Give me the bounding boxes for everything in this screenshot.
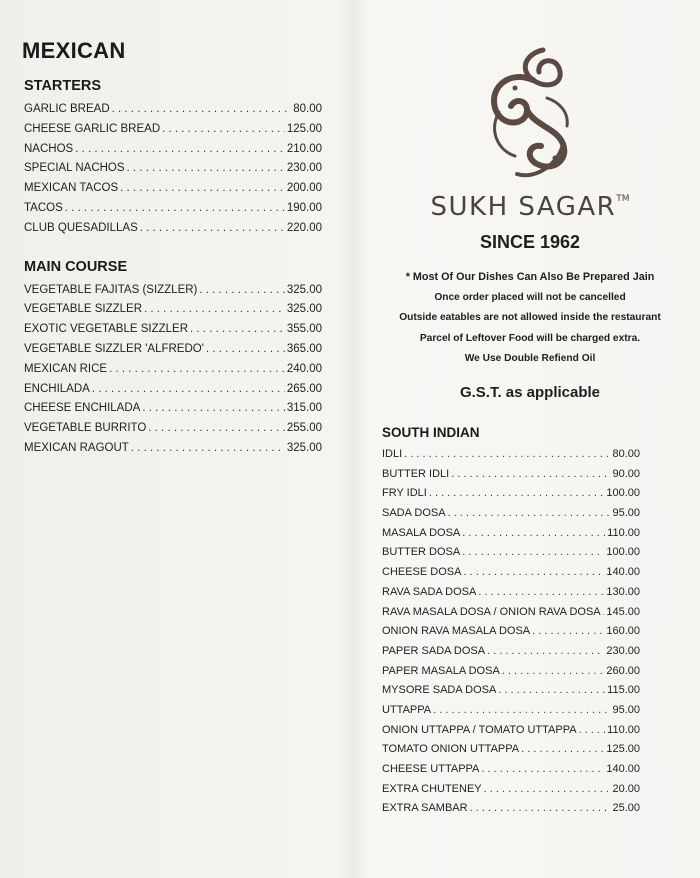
menu-item-price: 110.00 bbox=[607, 526, 640, 539]
menu-item-price: 160.00 bbox=[606, 625, 640, 638]
dot-leader bbox=[140, 219, 285, 239]
menu-item bbox=[380, 740, 640, 760]
dot-leader bbox=[521, 740, 604, 760]
menu-item bbox=[22, 360, 322, 380]
since-year: SINCE 1962 bbox=[479, 232, 581, 252]
menu-item-price: 230.00 bbox=[606, 644, 640, 657]
menu-item bbox=[22, 300, 322, 320]
menu-item-price: 190.00 bbox=[286, 201, 322, 214]
dot-leader bbox=[448, 504, 611, 524]
menu-item-price: 95.00 bbox=[612, 507, 640, 520]
menu-item-name: VEGETABLE SIZZLER 'ALFREDO' bbox=[24, 342, 204, 355]
menu-item bbox=[380, 701, 640, 721]
menu-item-name: MEXICAN TACOS bbox=[24, 182, 119, 195]
menu-item-name: ENCHILADA bbox=[24, 382, 90, 395]
trademark-mark: TM bbox=[616, 194, 630, 204]
note-parcel: Parcel of Leftover Food will be charged extra. bbox=[419, 332, 641, 344]
menu-item bbox=[380, 563, 640, 583]
menu-item bbox=[22, 419, 322, 439]
main-course-title: MAIN COURSE bbox=[24, 258, 128, 275]
menu-item-price: 115.00 bbox=[607, 684, 640, 697]
menu-item-price: 240.00 bbox=[286, 362, 322, 375]
dot-leader bbox=[478, 583, 604, 603]
menu-item bbox=[380, 445, 640, 465]
menu-item-name: VEGETABLE SIZZLER bbox=[24, 303, 143, 316]
menu-item-price: 125.00 bbox=[286, 122, 322, 135]
menu-item-name: PAPER MASALA DOSA bbox=[382, 664, 500, 677]
menu-item-price: 145.00 bbox=[606, 605, 640, 618]
menu-item-price: 110.00 bbox=[607, 723, 640, 736]
menu-item-name: GARLIC BREAD bbox=[24, 103, 110, 115]
menu-item-name: VEGETABLE FAJITAS (SIZZLER) bbox=[24, 283, 198, 296]
menu-item-name: MEXICAN RICE bbox=[24, 362, 108, 375]
menu-item-name: TOMATO ONION UTTAPPA bbox=[382, 743, 520, 756]
dot-leader bbox=[131, 439, 285, 459]
menu-item-name: MEXICAN RAGOUT bbox=[24, 441, 129, 454]
dot-leader bbox=[433, 701, 610, 721]
menu-item bbox=[22, 120, 322, 140]
menu-item-price: 140.00 bbox=[606, 763, 640, 775]
menu-item-name: BUTTER DOSA bbox=[382, 546, 461, 559]
menu-item-price: 125.00 bbox=[606, 743, 640, 756]
menu-item-name: BUTTER IDLI bbox=[382, 467, 450, 480]
menu-item bbox=[22, 199, 322, 219]
dot-leader bbox=[429, 484, 605, 504]
gst-note: G.S.T. as applicable bbox=[459, 383, 601, 401]
menu-item-name: PAPER SADA DOSA bbox=[382, 644, 486, 657]
menu-item-name: CHEESE GARLIC BREAD bbox=[24, 122, 161, 135]
menu-item-price: 365.00 bbox=[286, 342, 322, 355]
menu-item-name: CHEESE UTTAPPA bbox=[382, 763, 480, 775]
dot-leader bbox=[481, 760, 604, 780]
menu-item-price: 325.00 bbox=[286, 441, 322, 454]
note-oil: We Use Double Refiend Oil bbox=[464, 353, 596, 364]
menu-item bbox=[22, 159, 322, 179]
menu-item bbox=[380, 662, 640, 682]
menu-item-name: EXTRA CHUTENEY bbox=[382, 782, 482, 795]
menu-item-name: CLUB QUESADILLAS bbox=[24, 221, 138, 234]
dot-leader bbox=[404, 445, 610, 465]
menu-item-name: SADA DOSA bbox=[382, 507, 446, 520]
dot-leader bbox=[487, 642, 604, 662]
menu-item-price: 210.00 bbox=[286, 142, 322, 155]
menu-item bbox=[380, 721, 640, 741]
dot-leader bbox=[120, 179, 285, 199]
brand-name-text: SUKH SAGAR bbox=[430, 192, 617, 222]
brand-block bbox=[370, 40, 690, 401]
menu-item bbox=[22, 281, 322, 301]
menu-item bbox=[22, 100, 322, 120]
smoke-swirl-logo-icon bbox=[475, 40, 585, 190]
menu-item-price: 90.00 bbox=[612, 467, 640, 480]
dot-leader bbox=[142, 399, 285, 419]
menu-item bbox=[380, 760, 640, 780]
dot-leader bbox=[148, 419, 285, 439]
dot-leader bbox=[190, 320, 285, 340]
menu-item-price: 265.00 bbox=[286, 382, 322, 395]
dot-leader bbox=[603, 603, 605, 623]
menu-item-price: 325.00 bbox=[286, 283, 322, 296]
menu-item bbox=[380, 780, 640, 800]
menu-item bbox=[22, 219, 322, 239]
menu-item bbox=[380, 681, 640, 701]
menu-item bbox=[22, 140, 322, 160]
menu-item-price: 100.00 bbox=[606, 487, 640, 500]
dot-leader bbox=[199, 281, 284, 301]
menu-item-price: 80.00 bbox=[293, 103, 322, 115]
menu-item bbox=[22, 340, 322, 360]
menu-item-name: TACOS bbox=[24, 201, 63, 214]
mexican-column bbox=[22, 38, 322, 459]
south-indian-column bbox=[380, 425, 640, 819]
dot-leader bbox=[75, 140, 285, 160]
menu-item-price: 20.00 bbox=[612, 782, 640, 795]
menu-item-name: ONION UTTAPPA / TOMATO UTTAPPA bbox=[382, 723, 577, 736]
dot-leader bbox=[498, 681, 605, 701]
menu-item-price: 230.00 bbox=[286, 162, 322, 175]
dot-leader bbox=[462, 543, 604, 563]
note-jain: * Most Of Our Dishes Can Also Be Prepared Jain bbox=[405, 271, 655, 283]
dot-leader bbox=[484, 780, 611, 800]
note-cancel: Once order placed will not be cancelled bbox=[434, 291, 626, 303]
menu-item-name: EXTRA SAMBAR bbox=[382, 802, 468, 815]
menu-item-name: EXOTIC VEGETABLE SIZZLER bbox=[24, 323, 189, 336]
menu-item-price: 255.00 bbox=[286, 422, 322, 435]
menu-notes bbox=[370, 267, 690, 370]
menu-item-name: UTTAPPA bbox=[382, 703, 432, 716]
menu-item bbox=[380, 484, 640, 504]
menu-item-price: 100.00 bbox=[606, 546, 640, 559]
menu-item-price: 200.00 bbox=[286, 182, 322, 195]
menu-item-price: 25.00 bbox=[612, 802, 640, 815]
dot-leader bbox=[162, 120, 285, 140]
menu-item-price: 95.00 bbox=[612, 703, 640, 716]
south-indian-title: SOUTH INDIAN bbox=[382, 425, 480, 440]
starters-title: STARTERS bbox=[24, 78, 102, 94]
menu-item-price: 130.00 bbox=[606, 585, 640, 598]
note-outside-eatables: Outside eatables are not allowed inside the restaurant bbox=[399, 312, 661, 323]
menu-item bbox=[380, 642, 640, 662]
menu-item bbox=[22, 380, 322, 400]
menu-item-name: SPECIAL NACHOS bbox=[24, 162, 125, 175]
menu-item bbox=[22, 439, 322, 459]
dot-leader bbox=[92, 380, 285, 400]
menu-item bbox=[380, 543, 640, 563]
menu-item bbox=[380, 583, 640, 603]
south-indian-list bbox=[380, 445, 640, 819]
dot-leader bbox=[206, 340, 285, 360]
menu-item-price: 220.00 bbox=[286, 221, 322, 234]
dot-leader bbox=[470, 799, 611, 819]
menu-item bbox=[22, 320, 322, 340]
menu-item-price: 260.00 bbox=[606, 664, 640, 677]
menu-item-name: RAVA SADA DOSA bbox=[382, 585, 477, 598]
menu-item-price: 80.00 bbox=[612, 448, 640, 460]
menu-item-name: CHEESE ENCHILADA bbox=[24, 402, 141, 415]
menu-item-name: CHEESE DOSA bbox=[382, 566, 462, 579]
dot-leader bbox=[127, 159, 285, 179]
menu-item-name: NACHOS bbox=[24, 142, 74, 155]
menu-item-name: RAVA MASALA DOSA / ONION RAVA DOSA bbox=[382, 605, 601, 618]
menu-item bbox=[22, 399, 322, 419]
dot-leader bbox=[502, 662, 605, 682]
menu-item-name: ONION RAVA MASALA DOSA bbox=[382, 625, 531, 638]
dot-leader bbox=[112, 100, 292, 120]
dot-leader bbox=[532, 622, 604, 642]
menu-item-price: 140.00 bbox=[606, 566, 640, 579]
main-course-list bbox=[22, 281, 322, 459]
brand-name bbox=[370, 192, 690, 222]
menu-item-name: MYSORE SADA DOSA bbox=[382, 684, 497, 697]
menu-item bbox=[380, 622, 640, 642]
menu-item-price: 355.00 bbox=[286, 323, 322, 336]
menu-item-price: 315.00 bbox=[286, 402, 322, 415]
menu-item bbox=[380, 524, 640, 544]
menu-item bbox=[380, 799, 640, 819]
menu-item bbox=[380, 603, 640, 623]
menu-item-name: VEGETABLE BURRITO bbox=[24, 422, 147, 435]
cuisine-title: MEXICAN bbox=[22, 38, 126, 63]
dot-leader bbox=[462, 524, 605, 544]
dot-leader bbox=[144, 300, 285, 320]
dot-leader bbox=[65, 199, 285, 219]
dot-leader bbox=[451, 465, 610, 485]
menu-item-name: MASALA DOSA bbox=[382, 526, 461, 539]
menu-item-name: FRY IDLI bbox=[382, 487, 427, 500]
menu-item bbox=[22, 179, 322, 199]
dot-leader bbox=[579, 721, 606, 741]
menu-item-name: IDLI bbox=[382, 448, 403, 460]
menu-item-price: 325.00 bbox=[286, 303, 322, 316]
dot-leader bbox=[109, 360, 285, 380]
dot-leader bbox=[463, 563, 604, 583]
menu-item bbox=[380, 465, 640, 485]
starters-list bbox=[22, 100, 322, 239]
menu-item bbox=[380, 504, 640, 524]
